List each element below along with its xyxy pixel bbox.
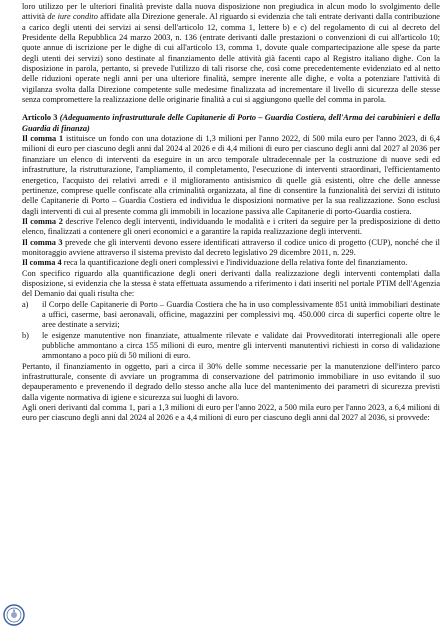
paragraph-lead: Il comma 2	[22, 216, 63, 226]
paragraph-lead: Il comma 4	[22, 258, 62, 268]
ragioneria-seal-icon	[3, 604, 25, 626]
paragraph-body: prevede che gli interventi devono essere identificati attraverso il codice unico di progetto (CUP), nonché che il monitoraggio avviene attraverso il sistema previsto dal decreto legislativo 29 dicembre 2011, n. 229.	[22, 237, 440, 257]
paragraph-body: istituisce un fondo con una dotazione di 1,3 milioni per l'anno 2022, di 500 mila euro per l'anno 2023, di 6,4 milioni di euro per ciascuno degli anni dal 2024 al 2026 e di 4,4 milioni di euro per ciascuno degli anni dal 2027 al 2036 per finanziare un elenco di interventi da eseguire in un arco temporale ultradecennale per la costruzione di nuove sedi ed infrastrutture, la ristrutturazione, l'ampliamento, il completamento, l'esecuzione di interventi straordinari, l'efficientamento energetico, l'acquisto dei relativi arredi e il miglioramento antisismico di quelle già esistenti, oltre che delle annesse pertinenze, comprese quelle confiscate alla criminalità organizzata, al fine di consentire la funzionalità dei servizi di istituto delle Capitanerie di Porto – Guardia Costiera ed individua le disposizioni normative per la sua realizzazione. Sono esclusi dagli interventi di cui al presente comma gli immobili in locazione passiva alle Capitanerie di porto-Guardia costiera.	[22, 134, 440, 216]
paragraph-comma-3	[22, 238, 440, 259]
list-item-label: b)	[22, 330, 29, 340]
article-heading	[22, 113, 440, 134]
intro-text: loro utilizzo per le ulteriori finalità previste dalla nuova disposizione non pregiudica in alcun modo lo svolgimento delle attività de iure condito affidate alla Direzione generale. Al riguardo si evidenzia che tali entrate derivanti dalla contribuzione a carico degli utenti dei servizi ai sensi dell'articolo 12, comma 1, lettere b) e c) del regolamento di cui al decreto del Presidente della Repubblica 24 marzo 2003, n. 136 (entrate derivanti dalle prestazioni o convenzioni di cui all'articolo 10; quote annue di iscrizione per le dighe di cui all'articolo 13, comma 1, dovute quale compartecipazione alle spese da parte degli utenti dei servizi) sono destinate al finanziamento delle attività già facenti capo al Registro italiano dighe. Con la disposizione in parola, pertanto, si prevede l'utilizzo di tali risorse che, così come precedentemente evidenziato ed al netto delle riduzioni operate negli anni per una ulteriore finalità, sempre inerente alle dighe, e volta a potenziare l'attività di vigilanza svolta dalla Direzione competente sulle medesime finalizzata ad incrementare il livello di sicurezza delle stesse senza compromettere la realizzazione delle originarie finalità a cui si aggiungono quelle del comma in parola.	[22, 2, 440, 105]
list-item	[22, 331, 440, 362]
list-item-text: il Corpo delle Capitanerie di Porto – Guardia Costiera che ha in uso complessivamente 851 unità immobiliari destinate a uffici, caserme, basi aeronavali, officine, magazzini per complessivi mq. 450.000 circa di superfici coperte oltre le aree destinate a servizi;	[42, 299, 440, 330]
paragraph-lead: Il comma 1	[22, 134, 64, 144]
latin-phrase: de iure condito	[47, 12, 98, 22]
document-page	[22, 2, 440, 424]
paragraph-comma-4	[22, 258, 440, 268]
article-number: Articolo 3	[22, 113, 58, 123]
list-item	[22, 300, 440, 331]
paragraph-comma-2	[22, 217, 440, 238]
list-item-label: a)	[22, 299, 29, 309]
list	[22, 300, 440, 362]
list-item-text: le esigenze manutentive non finanziate, attualmente rilevate e validate dai Provveditorati interregionali alle opere pubbliche ammontano a circa 155 milioni di euro, mentre gli interventi manutentivi richiesti in corso di validazione ammontano a poco più di 50 milioni di euro.	[42, 330, 440, 361]
closing-paragraph: Pertanto, il finanziamento in oggetto, pari a circa il 30% delle somme necessarie per la manutenzione dell'intero parco infrastrutturale, consente di avviare un programma di conservazione del patrimonio immobiliare in uso evitando il suo depauperamento e prevenendo il degrado dello stesso anche alla luce del mantenimento dei parametri di sicurezza previsti dalla vigente normativa di igiene e sicurezza sui luoghi di lavoro.	[22, 361, 440, 402]
paragraph-lead: Il comma 3	[22, 237, 63, 247]
article-title: (Adeguamento infrastrutturale delle Capitanerie di Porto – Guardia Costiera, dell'Arma dei carabinieri e della Guardia di finanza)	[22, 113, 441, 133]
paragraph-comma-1	[22, 134, 440, 217]
paragraph-body: reca la quantificazione degli oneri complessivi e l'individuazione della relativa fonte del finanziamento.	[61, 258, 408, 268]
closing-paragraph: Agli oneri derivanti dal comma 1, pari a 1,3 milioni di euro per l'anno 2022, a 500 mila euro per l'anno 2023, a 6,4 milioni di euro per ciascuno degli anni dal 2024 al 2026 e a 4,4 milioni di euro per ciascuno degli anni dal 2027 al 2036, si provvede:	[22, 403, 440, 423]
paragraph-body: descrive l'elenco degli interventi, individuando le modalità e i criteri da seguire per la predisposizione di detto elenco, finalizzati a contenere gli oneri economici e a garantire la rapida realizzazione degli interventi.	[22, 216, 440, 237]
intro-paragraph	[22, 2, 440, 105]
paragraph-body: Con specifico riguardo alla quantificazione degli oneri derivanti dalla realizzazione degli interventi contemplati dalla disposizione, si evidenzia che la stessa è stata effettuata assumendo a riferimento i dati inseriti nel portale PTIM dell'Agenzia del Demanio dai quali risulta che:	[22, 268, 440, 299]
paragraph-quantification	[22, 269, 440, 300]
